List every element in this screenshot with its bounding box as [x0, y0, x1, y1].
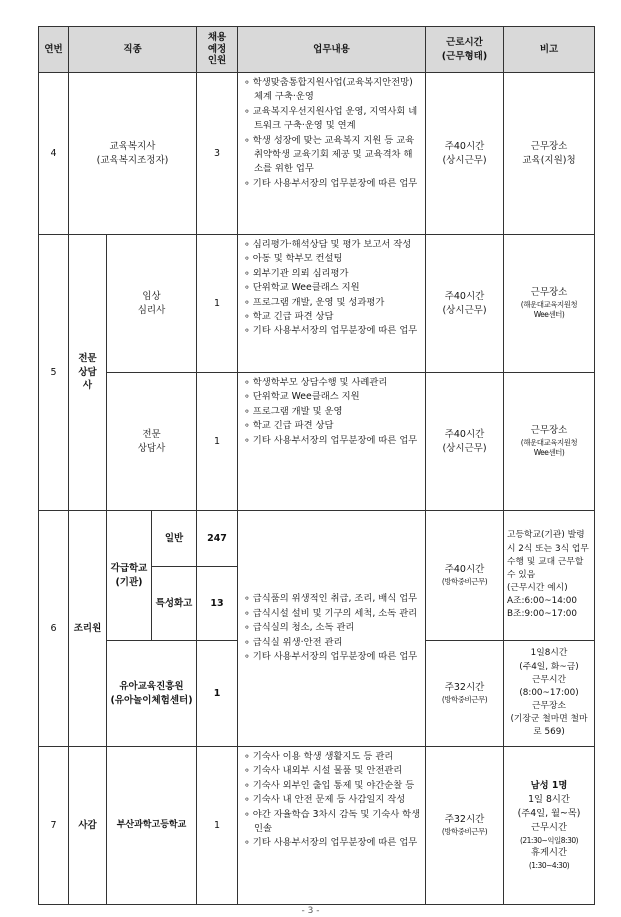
hours-main: 주32시간: [444, 682, 485, 694]
work-hours: 주40시간 (상시근무): [426, 373, 504, 511]
job-name: 전문 상담사: [107, 373, 197, 511]
duty-item: ∘ 급식실 위생·안전 관리: [244, 636, 421, 650]
duty-item: ∘ 기숙사 내외부 시설 물품 및 안전관리: [244, 764, 421, 778]
note-time: (1:30~4:30): [528, 861, 570, 871]
duty-item: ∘ 단위학교 Wee클래스 지원: [244, 281, 421, 295]
hours-main: 주40시간: [444, 564, 485, 576]
duty-item: ∘ 교육복지우선지원사업 운영, 지역사회 네트워크 구축·운영 및 연계: [244, 105, 421, 134]
job-name: 임상 심리사: [107, 235, 197, 373]
hire-count: 1: [197, 747, 238, 905]
duty-item: ∘ 학교 긴급 파견 상담: [244, 310, 421, 324]
job-name: 교육복지사 (교육복지조정자): [69, 73, 197, 235]
row-no: 4: [39, 73, 69, 235]
note: 고등학교(기관) 발령시 2식 또는 3식 업무 수행 및 교대 근무할 수 있음 (근무시간 예시) A조:6:00~14:00 B조:9:00~17:00: [504, 511, 595, 641]
school-group: 각급학교 (기관): [107, 511, 152, 641]
job-name: 부산과학고등학교: [107, 747, 197, 905]
duty-item: ∘ 기타 사용부서장의 업무분장에 따른 업무: [244, 434, 421, 448]
table-row: [39, 373, 595, 511]
duty-list: [238, 373, 426, 511]
header-hours: 근로시간 (근무형태): [426, 27, 504, 73]
note: [504, 235, 595, 373]
job-group: 전문 상담 사: [69, 235, 107, 511]
note-text: 휴게시간: [531, 847, 567, 859]
note: 근무장소 교육(지원)청: [504, 73, 595, 235]
work-hours: [426, 641, 504, 747]
duty-item: ∘ 학생맞춤통합지원사업(교육복지안전망) 체계 구축·운영: [244, 76, 421, 105]
header-count: 채용 예정 인원: [197, 27, 238, 73]
duty-item: ∘ 외부기관 의뢰 심리평가: [244, 267, 421, 281]
duty-item: ∘ 학생학부모 상담수행 및 사례관리: [244, 376, 421, 390]
duty-item: ∘ 프로그램 개발, 운영 및 성과평가: [244, 296, 421, 310]
duty-list: [238, 73, 426, 235]
note-title: 근무장소: [530, 286, 568, 298]
note-time: (21:30~익일8:30): [519, 836, 579, 846]
hire-count: 1: [197, 235, 238, 373]
duty-item: ∘ 기숙사 이용 학생 생활지도 등 관리: [244, 750, 421, 764]
work-hours: [426, 511, 504, 641]
duty-item: ∘ 급식실의 청소, 소독 관리: [244, 621, 421, 635]
duty-item: ∘ 기타 사용부서장의 업무분장에 따른 업무: [244, 324, 421, 338]
hours-type: (방학중비근무): [441, 576, 488, 586]
hire-count: 13: [197, 567, 238, 641]
work-hours: [426, 747, 504, 905]
header-job: 직종: [69, 27, 197, 73]
work-hours: 주40시간 (상시근무): [426, 73, 504, 235]
duty-item: ∘ 급식시설 설비 및 기구의 세척, 소독 관리: [244, 607, 421, 621]
note-location: (해운대교육지원청 Wee센터): [520, 437, 578, 458]
duty-item: ∘ 단위학교 Wee클래스 지원: [244, 390, 421, 404]
note-text: 1일 8시간 (주4일, 월~목) 근무시간: [517, 794, 581, 834]
duty-item: ∘ 기타 사용부서장의 업무분장에 따른 업무: [244, 177, 421, 191]
hours-type: (방학중비근무): [441, 694, 488, 704]
hours-main: 주32시간: [444, 814, 485, 826]
header-no: 연번: [39, 27, 69, 73]
job-group: 조리원: [69, 511, 107, 747]
duty-item: ∘ 기타 사용부서장의 업무분장에 따른 업무: [244, 650, 421, 664]
duty-list: [238, 747, 426, 905]
hire-count: 1: [197, 373, 238, 511]
duty-item: ∘ 심리평가·해석상담 및 평가 보고서 작성: [244, 238, 421, 252]
hours-type: (방학중비근무): [441, 826, 488, 836]
row-no: 6: [39, 511, 69, 747]
note-title: 근무장소: [530, 424, 568, 436]
hire-count: 3: [197, 73, 238, 235]
job-group: 사감: [69, 747, 107, 905]
duty-item: ∘ 아동 및 학부모 컨설팅: [244, 252, 421, 266]
job-name: 특성화고: [152, 567, 197, 641]
hire-count: 1: [197, 641, 238, 747]
note: [504, 747, 595, 905]
duty-list: [238, 235, 426, 373]
duty-item: ∘ 학교 긴급 파견 상담: [244, 419, 421, 433]
duty-item: ∘ 기숙사 내 안전 문제 등 사감일지 작성: [244, 793, 421, 807]
duty-item: ∘ 프로그램 개발 및 운영: [244, 405, 421, 419]
job-name: 일반: [152, 511, 197, 567]
header-duty: 업무내용: [238, 27, 426, 73]
row-no: 7: [39, 747, 69, 905]
duty-item: ∘ 급식품의 위생적인 취급, 조리, 배식 업무: [244, 592, 421, 606]
duty-item: ∘ 기타 사용부서장의 업무분장에 따른 업무: [244, 836, 421, 850]
table-row: [39, 73, 595, 235]
duty-item: ∘ 학생 성장에 맞는 교육복지 지원 등 교육취약학생 교육기회 제공 및 교육격차 해소를 위한 업무: [244, 134, 421, 177]
work-hours: 주40시간 (상시근무): [426, 235, 504, 373]
note: 1일8시간 (주4일, 화~금) 근무시간 (8:00~17:00) 근무장소 (기장군 철마면 철마로 569): [504, 641, 595, 747]
page-number: - 3 -: [301, 906, 320, 916]
header-note: 비고: [504, 27, 595, 73]
table-row: [39, 235, 595, 373]
table-row: [39, 511, 595, 567]
recruitment-table: [38, 26, 595, 905]
duty-item: ∘ 야간 자율학습 3차시 감독 및 기숙사 학생 인솔: [244, 808, 421, 837]
note: [504, 373, 595, 511]
table-row: [39, 747, 595, 905]
job-name: 유아교육진흥원 (유아놀이체험센터): [107, 641, 197, 747]
row-no: 5: [39, 235, 69, 511]
header-row: [39, 27, 595, 73]
note-location: (해운대교육지원청 Wee센터): [520, 299, 578, 320]
duty-list: [238, 511, 426, 747]
note-highlight: 남성 1명: [530, 780, 568, 792]
duty-item: ∘ 기숙사 외부인 출입 통제 및 야간순찰 등: [244, 779, 421, 793]
hire-count: 247: [197, 511, 238, 567]
